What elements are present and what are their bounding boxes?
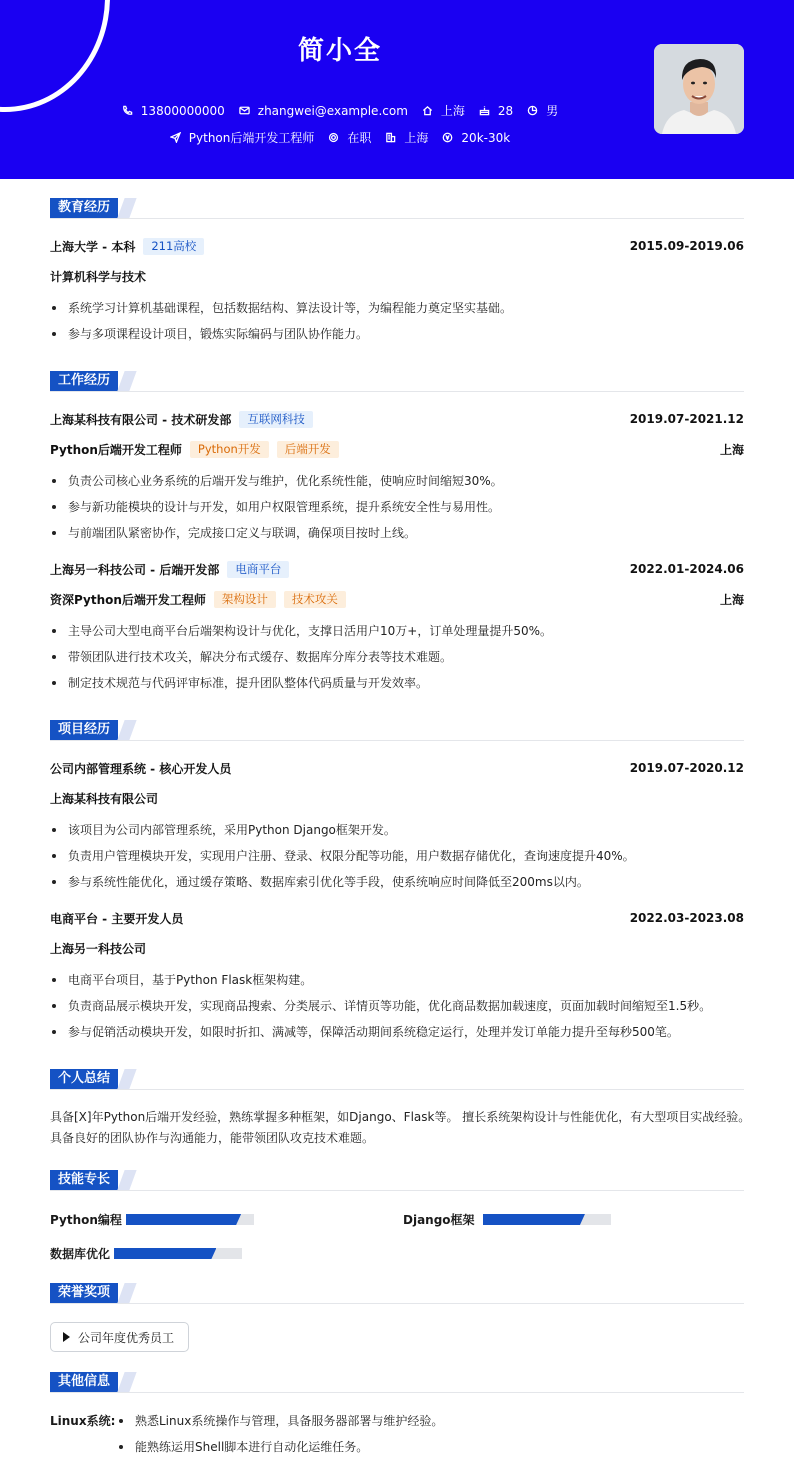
mail-icon <box>239 105 250 116</box>
job-location: 上海 <box>719 592 744 607</box>
list-item: 负责商品展示模块开发，实现商品搜索、分类展示、详情页等功能，优化商品数据加载速度，页面加载时间缩短至1.5秒。 <box>50 997 744 1014</box>
summary-line: 具备[X]年Python后端开发经验，熟练掌握多种框架，如Django、Flask等。 擅长系统架构设计与性能优化，有大型项目实战经验。 <box>50 1110 751 1124</box>
skill-tag: 技术攻关 <box>284 591 346 608</box>
list-item: 负责公司核心业务系统的后端开发与维护，优化系统性能，使响应时间缩短30%。 <box>50 472 744 489</box>
list-item: 负责用户管理模块开发，实现用户注册、登录、权限分配等功能，用户数据存储优化，查询速度提升40%。 <box>50 847 744 864</box>
salary-text: 20k-30k <box>461 130 511 145</box>
section-decoration <box>117 1283 136 1303</box>
candidate-name: 简小全 <box>297 36 382 66</box>
work-city-item <box>385 129 428 146</box>
gender-text: 男 <box>546 104 559 118</box>
cake-icon <box>479 105 490 116</box>
list-item: 主导公司大型电商平台后端架构设计与优化，支撑日活用户10万+，订单处理量提升50%。 <box>50 622 744 639</box>
award-label: 公司年度优秀员工 <box>78 1330 175 1345</box>
status-text: 在职 <box>347 131 372 145</box>
status-item <box>328 129 371 146</box>
skill-name: Python编程 <box>50 1213 122 1227</box>
project-date: 2019.07-2020.12 <box>629 761 744 775</box>
section-header <box>50 1372 744 1393</box>
gender-icon <box>527 105 538 116</box>
other-label: Linux系统: <box>50 1414 116 1428</box>
projects-section <box>50 720 744 1039</box>
skill-tag: 后端开发 <box>277 441 339 458</box>
section-title: 工作经历 <box>50 371 118 391</box>
section-header <box>50 720 744 741</box>
building-icon <box>385 132 396 143</box>
section-decoration <box>117 371 136 391</box>
awards-section <box>50 1283 744 1345</box>
project-date: 2022.03-2023.08 <box>629 911 744 925</box>
contact-info-row <box>0 102 680 119</box>
project-company-row <box>50 939 744 957</box>
section-title: 个人总结 <box>50 1069 118 1089</box>
email-item <box>239 104 408 118</box>
list-item: 制定技术规范与代码评审标准，提升团队整体代码质量与开发效率。 <box>50 674 744 691</box>
skill-level <box>114 1248 216 1259</box>
skill-item <box>50 1211 254 1228</box>
age-item <box>479 104 513 118</box>
age-text: 28 <box>497 103 514 118</box>
phone-text: 13800000000 <box>140 103 225 118</box>
gender-item <box>527 102 558 119</box>
project-row <box>50 759 744 777</box>
summary-text <box>50 1107 751 1149</box>
summary-section <box>50 1069 751 1145</box>
school-tag: 211高校 <box>143 238 204 255</box>
skill-item <box>403 1211 611 1228</box>
skill-tag: 架构设计 <box>214 591 276 608</box>
section-title: 项目经历 <box>50 720 118 740</box>
list-item: 参与多项课程设计项目，锻炼实际编码与团队协作能力。 <box>50 325 744 342</box>
section-title: 其他信息 <box>50 1372 118 1392</box>
project-name: 电商平台 - 主要开发人员 <box>50 911 184 926</box>
home-icon <box>422 105 433 116</box>
salary-item <box>442 131 510 145</box>
send-icon <box>170 132 181 143</box>
project-row <box>50 909 744 927</box>
list-item: 能熟练运用Shell脚本进行自动化运维任务。 <box>117 1438 737 1455</box>
section-title: 教育经历 <box>50 198 118 218</box>
school-name: 上海大学 - 本科 <box>50 239 136 254</box>
project-company: 上海某科技有限公司 <box>50 791 159 806</box>
skill-tag: Python开发 <box>190 441 269 458</box>
section-title: 技能专长 <box>50 1170 118 1190</box>
company-name: 上海某科技有限公司 - 技术研发部 <box>50 412 232 427</box>
education-section <box>50 198 744 341</box>
job-company-row <box>50 560 744 578</box>
job-company-row <box>50 410 744 428</box>
section-decoration <box>117 198 136 218</box>
major-row <box>50 267 744 285</box>
section-header <box>50 1069 744 1090</box>
major-name: 计算机科学与技术 <box>50 269 147 284</box>
industry-tag: 互联网科技 <box>239 411 313 428</box>
resume-header <box>0 0 794 179</box>
list-item: 参与系统性能优化，通过缓存策略、数据库索引优化等手段，使系统响应时间降低至200ms以内。 <box>50 873 744 890</box>
play-icon <box>63 1332 70 1342</box>
skill-name: 数据库优化 <box>50 1247 111 1261</box>
section-decoration <box>117 1170 136 1190</box>
skills-section <box>50 1170 744 1261</box>
job-item <box>170 129 315 146</box>
section-header <box>50 1170 744 1191</box>
section-header <box>50 371 744 392</box>
position-name: 资深Python后端开发工程师 <box>50 592 206 607</box>
industry-tag: 电商平台 <box>227 561 289 578</box>
list-item: 与前端团队紧密协作，完成接口定义与联调，确保项目按时上线。 <box>50 524 744 541</box>
job-date: 2022.01-2024.06 <box>629 562 744 576</box>
money-icon <box>442 132 453 143</box>
summary-line: 具备良好的团队协作与沟通能力，能带领团队攻克技术难题。 <box>50 1131 375 1145</box>
section-decoration <box>117 1069 136 1089</box>
phone-icon <box>122 105 133 116</box>
list-item: 系统学习计算机基础课程，包括数据结构、算法设计等，为编程能力奠定坚实基础。 <box>50 299 744 316</box>
education-date: 2015.09-2019.06 <box>629 239 744 253</box>
job-info-row <box>0 129 680 146</box>
job-date: 2019.07-2021.12 <box>629 412 744 426</box>
skill-bar <box>126 1214 254 1225</box>
job-position-row <box>50 590 744 608</box>
section-decoration <box>117 1372 136 1392</box>
job-text: Python后端开发工程师 <box>188 131 315 145</box>
list-item: 电商平台项目，基于Python Flask框架构建。 <box>50 971 744 988</box>
company-name: 上海另一科技公司 - 后端开发部 <box>50 562 220 577</box>
list-item: 熟悉Linux系统操作与管理，具备服务器部署与维护经验。 <box>117 1412 737 1429</box>
work-section <box>50 371 744 690</box>
skill-item <box>50 1245 242 1262</box>
education-row <box>50 237 744 255</box>
section-header <box>50 198 744 219</box>
phone-item <box>122 104 225 118</box>
gear-icon <box>328 132 339 143</box>
city-text: 上海 <box>440 104 465 118</box>
list-item: 带领团队进行技术攻关，解决分布式缓存、数据库分库分表等技术难题。 <box>50 648 744 665</box>
position-name: Python后端开发工程师 <box>50 442 182 457</box>
list-item: 参与促销活动模块开发，如限时折扣、满减等，保障活动期间系统稳定运行，处理并发订单能力提升至每秒500笔。 <box>50 1023 744 1040</box>
project-company: 上海另一科技公司 <box>50 941 147 956</box>
section-decoration <box>117 720 136 740</box>
city-item <box>422 102 465 119</box>
other-section <box>50 1372 744 1454</box>
project-company-row <box>50 789 744 807</box>
award-item[interactable] <box>50 1322 189 1352</box>
skill-bar <box>114 1248 242 1259</box>
work-city-text: 上海 <box>404 131 429 145</box>
skill-level <box>483 1214 585 1225</box>
section-title: 荣誉奖项 <box>50 1283 118 1303</box>
job-location: 上海 <box>719 442 744 457</box>
list-item: 该项目为公司内部管理系统，采用Python Django框架开发。 <box>50 821 744 838</box>
section-header <box>50 1283 744 1304</box>
skill-bar <box>483 1214 611 1225</box>
job-position-row <box>50 440 744 458</box>
email-text: zhangwei@example.com <box>257 103 408 118</box>
profile-photo <box>654 44 744 134</box>
list-item: 参与新功能模块的设计与开发，如用户权限管理系统，提升系统安全性与易用性。 <box>50 498 744 515</box>
project-name: 公司内部管理系统 - 核心开发人员 <box>50 761 232 776</box>
skill-name: Django框架 <box>403 1213 475 1227</box>
skill-level <box>126 1214 241 1225</box>
